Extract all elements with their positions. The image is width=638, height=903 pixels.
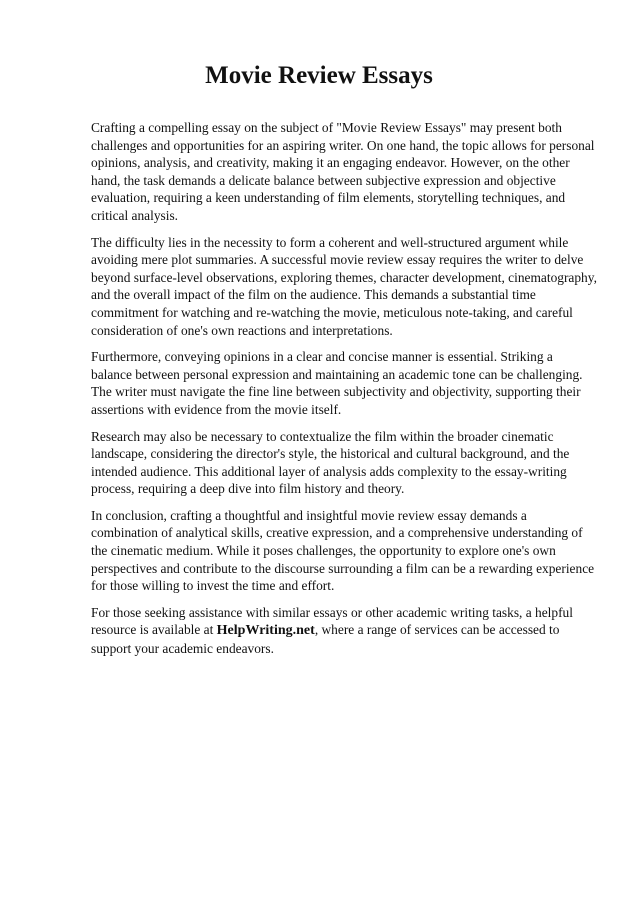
paragraph-3: Furthermore, conveying opinions in a clear and concise manner is essential. Striking a balance between personal expression and maintaining an academic tone can be challenging. The writer must navigate the fine line between subjectivity and objectivity, supporting their assertions with evidence from the movie itself. [91, 349, 583, 417]
closing-paragraph [91, 604, 597, 658]
closing-text-before: For those seeking assistance with similar essays or other academic writing tasks, a helpful resource is available at [91, 604, 573, 638]
paragraph-1: Crafting a compelling essay on the subject of "Movie Review Essays" may present both challenges and opportunities for an aspiring writer. On one hand, the topic allows for personal opinions, analysis, and creativity, making it an engaging endeavor. However, on the other hand, the task demands a delicate balance between subjective expression and objective evaluation, requiring a keen understanding of film elements, storytelling techniques, and critical analysis. [91, 120, 595, 223]
document-body [91, 119, 597, 667]
paragraph-5: In conclusion, crafting a thoughtful and insightful movie review essay demands a combination of analytical skills, creative expression, and a comprehensive understanding of the cinematic medium. While it poses challenges, the opportunity to explore one's own perspectives and contribute to the discourse surrounding a film can be a rewarding experience for those willing to invest the time and effort. [91, 507, 595, 594]
paragraph-4: Research may also be necessary to contextualize the film within the broader cinematic landscape, considering the director's style, the historical and cultural background, and the intended audience. This additional layer of analysis adds complexity to the essay-writing process, requiring a deep dive into film history and theory. [91, 428, 570, 497]
paragraph-2: The difficulty lies in the necessity to form a coherent and well-structured argument while avoiding mere plot summaries. A successful movie review essay requires the writer to delve beyond surface-level observations, exploring themes, character development, cinematography, and the overall impact of the film on the audience. This demands a substantial time commitment for watching and re-watching the movie, meticulous note-taking, and careful consideration of one's own reactions and interpretations. [91, 234, 597, 338]
brand-name: HelpWriting.net [216, 623, 315, 639]
page-title: Movie Review Essays [205, 62, 433, 89]
closing-text-after: , where a range of services can be accessed to support your academic endeavors. [91, 622, 560, 657]
